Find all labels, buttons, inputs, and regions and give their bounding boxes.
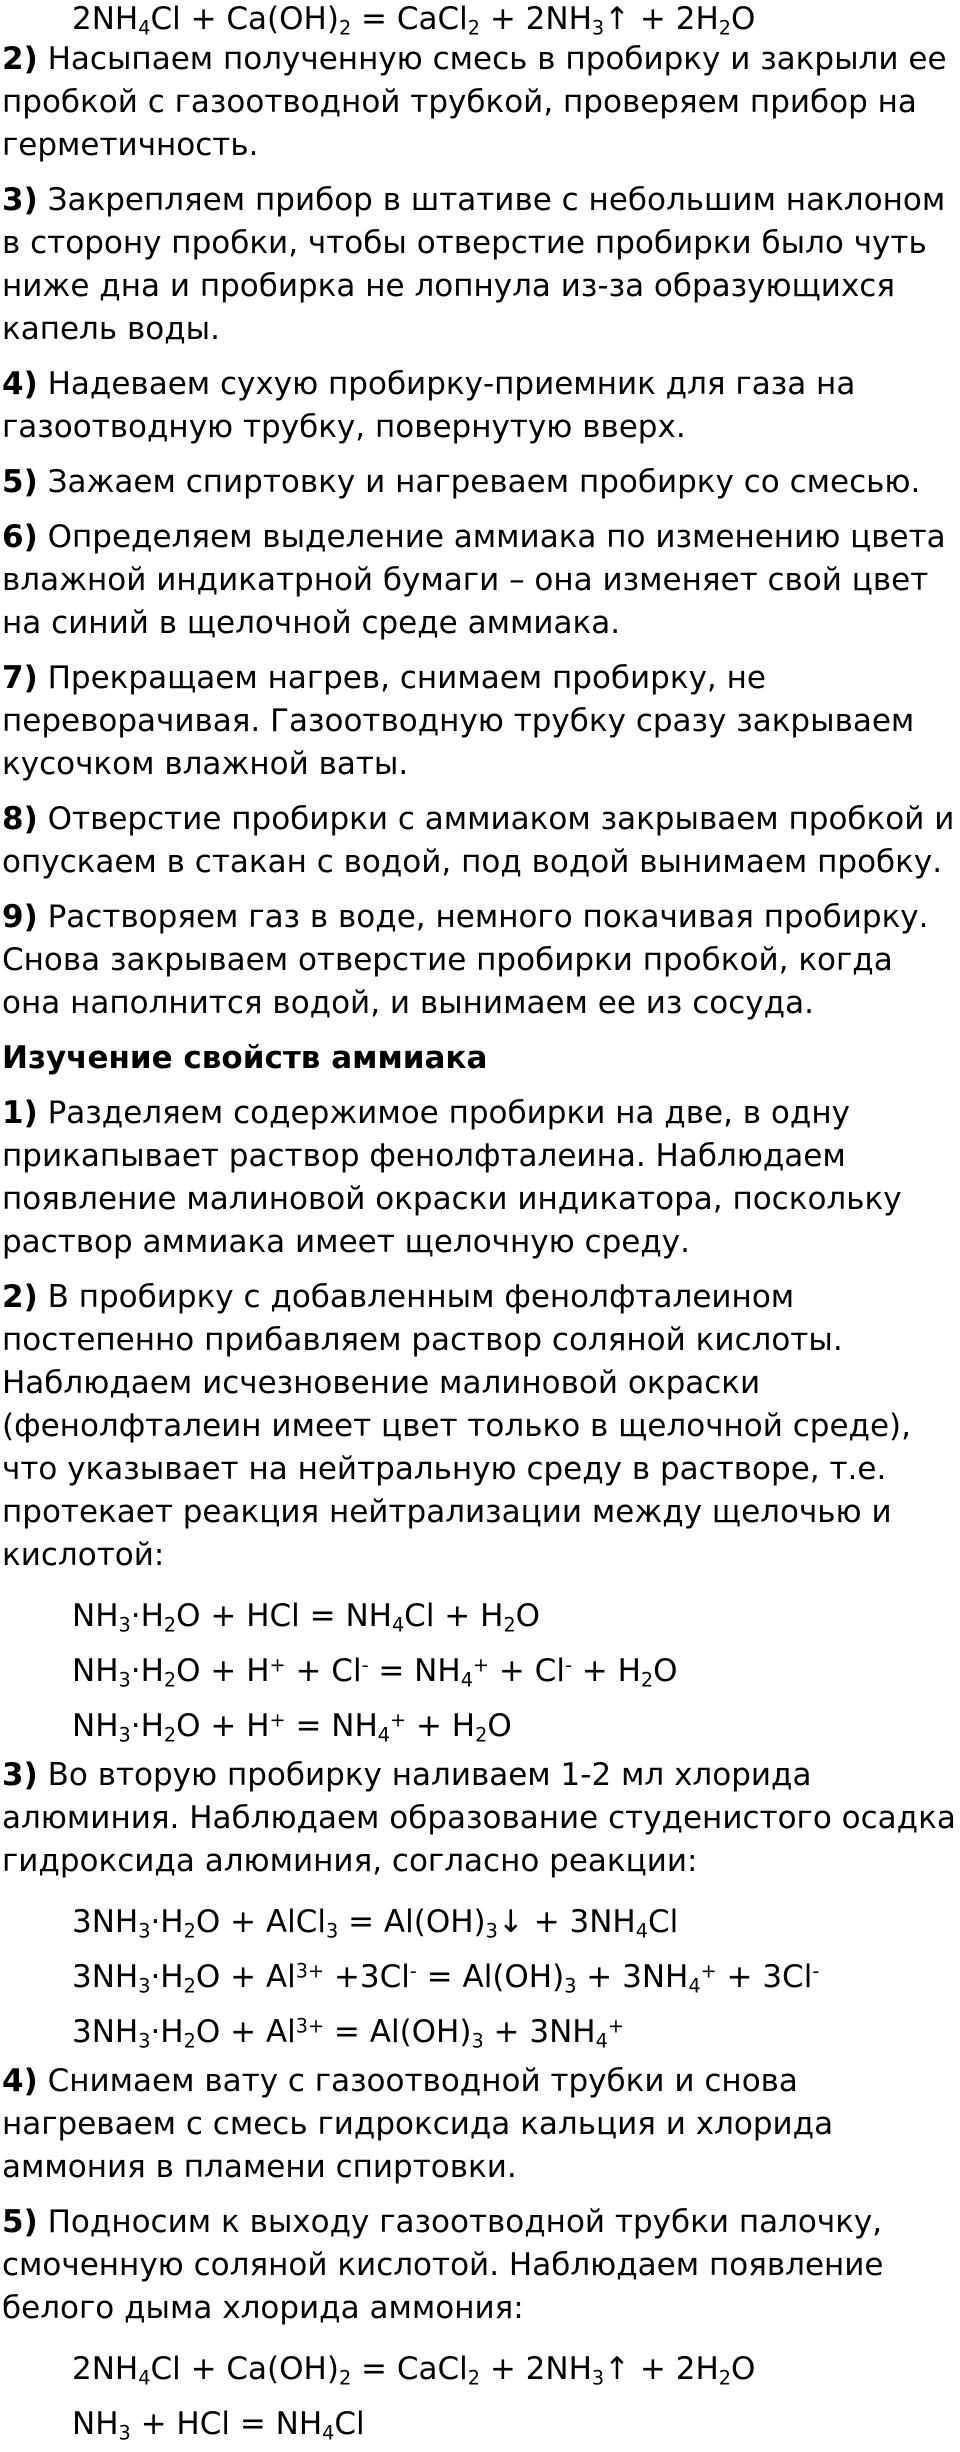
subscript: 2: [163, 1613, 177, 1637]
equation-text: O + Al: [195, 2014, 296, 2050]
step-text: Отверстие пробирки с аммиаком закрываем пробкой и опускаем в стакан с водой, под водой вынимаем пробку.: [2, 801, 955, 880]
obtaining-steps: [2, 38, 960, 1025]
superscript: -: [409, 1959, 417, 1983]
subscript: 4: [391, 1613, 405, 1637]
equation-text: = CaCl: [351, 1, 468, 37]
step-text: Закрепляем прибор в штативе с небольшим наклоном в сторону пробки, чтобы отверстие пробирки было чуть ниже дна и пробирка не лопнула из-за образующихся капель воды.: [2, 182, 946, 347]
subscript: 2: [163, 1723, 177, 1747]
subscript: 4: [688, 1974, 701, 1998]
subscript: 2: [718, 2366, 732, 2390]
step-number: 3): [2, 1757, 38, 1793]
superscript: -: [812, 1959, 820, 1983]
equation-text: ·H: [130, 1653, 164, 1689]
superscript: +: [269, 1653, 286, 1677]
equation-text: + 3NH: [576, 1959, 689, 1995]
subscript: 3: [118, 1668, 131, 1692]
step-paragraph: [2, 798, 960, 884]
step-number: 7): [2, 660, 38, 696]
subscript: 3: [138, 1974, 151, 1998]
equation-text: Cl + H: [404, 1598, 504, 1634]
subscript: 4: [138, 16, 151, 40]
equation-neutralization-short-ionic: [72, 1699, 960, 1754]
equation-aluminium-molecular: [72, 1895, 960, 1950]
equation-text: ·H: [130, 1708, 164, 1744]
step-text: Определяем выделение аммиака по изменению цвета влажной индикатрной бумаги – она изменяет свой цвет на синий в щелочной среде аммиака.: [2, 519, 946, 641]
equation-text: ·H: [150, 1904, 184, 1940]
equation-text: = Al(OH): [338, 1904, 486, 1940]
equation-text: +3Cl: [324, 1959, 410, 1995]
step-text: Прекращаем нагрев, снимаем пробирку, не переворачивая. Газоотводную трубку сразу закрываем кусочком влажной ваты.: [2, 660, 915, 782]
equation-text: + 3NH: [483, 2014, 596, 2050]
equation-text: + Cl: [489, 1653, 565, 1689]
equation-text: ↑ + 2H: [604, 1, 719, 37]
equation-block: [2, 2342, 960, 2452]
equation-text: O + H: [176, 1708, 270, 1744]
superscript: 3+: [295, 1959, 325, 1983]
superscript: +: [390, 1708, 407, 1732]
equation-text: + 3Cl: [716, 1959, 813, 1995]
step-text: Разделяем содержимое пробирки на две, в одну прикапывает раствор фенолфталеина. Наблюдаем появление малиновой окраски индикатора, поскольку раствор аммиака имеет щелочную среду.: [2, 1095, 902, 1260]
step-paragraph: [2, 896, 960, 1025]
subscript: 4: [322, 2421, 335, 2445]
property-paragraph: [2, 2060, 960, 2189]
equation-text: ·H: [150, 2014, 184, 2050]
equation-text: O: [515, 1598, 541, 1634]
equation-text: = Al(OH): [416, 1959, 565, 1995]
equation-text: + H: [571, 1653, 641, 1689]
equation-text: ·H: [150, 1959, 184, 1995]
equation-text: ·H: [130, 1598, 164, 1634]
property-paragraph: [2, 1754, 960, 1883]
equation-text: O: [653, 1653, 678, 1689]
subscript: 4: [595, 2029, 608, 2053]
superscript: -: [564, 1653, 572, 1677]
subscript: 4: [377, 1723, 391, 1747]
equation-text: O + AlCl: [195, 1904, 327, 1940]
step-number: 5): [2, 464, 38, 500]
step-text: Растворяем газ в воде, немного покачивая пробирку. Снова закрываем отверстие пробирки пробкой, когда она наполнится водой, и вынимаем ее из сосуда.: [2, 899, 929, 1021]
equation-text: Cl: [334, 2406, 365, 2442]
equation-text: 3NH: [72, 1904, 139, 1940]
equation-text: + 2NH: [479, 2351, 592, 2387]
equation-aluminium-short-ionic: [72, 2005, 960, 2060]
subscript: 3: [485, 1919, 498, 1943]
step-text: Снимаем вату с газоотводной трубки и снова нагреваем с смесь гидроксида кальция и хлорида аммония в пламени спиртовки.: [2, 2063, 834, 2185]
step-number: 4): [2, 2063, 38, 2099]
subscript: 3: [118, 2421, 131, 2445]
subscript: 3: [138, 1919, 151, 1943]
equation-ammonium-chloride: [72, 2397, 960, 2452]
subscript: 3: [118, 1613, 131, 1637]
step-number: 4): [2, 366, 38, 402]
subscript: 2: [183, 1974, 196, 1998]
superscript: +: [472, 1653, 489, 1677]
step-number: 2): [2, 41, 38, 77]
equation-text: = NH: [285, 1708, 378, 1744]
equation-text: O + HCl = NH: [176, 1598, 392, 1634]
equation-ammonia-production: [72, 2342, 960, 2397]
equation-text: = NH: [368, 1653, 461, 1689]
step-number: 5): [2, 2204, 38, 2240]
equation-text: O: [487, 1708, 512, 1744]
property-paragraph: [2, 1276, 960, 1577]
equation-aluminium-full-ionic: [72, 1950, 960, 2005]
equation-text: + 2NH: [479, 1, 592, 37]
step-paragraph: [2, 179, 960, 351]
equation-text: NH: [72, 1708, 119, 1744]
equation-text: 3NH: [72, 2014, 139, 2050]
subscript: 2: [338, 16, 352, 40]
subscript: 2: [503, 1613, 516, 1637]
property-paragraph: [2, 1092, 960, 1264]
top-equation: [72, 0, 960, 38]
equation-text: + H: [406, 1708, 476, 1744]
step-paragraph: [2, 516, 960, 645]
superscript: 3+: [295, 2014, 325, 2038]
step-number: 1): [2, 1095, 38, 1131]
subscript: 4: [460, 1668, 473, 1692]
equation-text: O + H: [176, 1653, 270, 1689]
subscript: 3: [591, 2366, 605, 2390]
property-paragraph: [2, 2201, 960, 2330]
step-number: 9): [2, 899, 38, 935]
subscript: 3: [591, 16, 605, 40]
equation-text: ↑ + 2H: [604, 2351, 719, 2387]
equation-text: O: [731, 1, 756, 37]
subscript: 2: [183, 2029, 196, 2053]
equation-text: Cl: [647, 1904, 679, 1940]
superscript: +: [607, 2014, 624, 2038]
equation-text: + Cl: [285, 1653, 362, 1689]
step-text: В пробирку с добавленным фенолфталеином постепенно прибавляем раствор соляной кислоты. Наблюдаем исчезновение малиновой окраски (фенолфталеин имеет цвет только в щелочной среде), что указывает на нейтральную среду в растворе, т.е. протекает реакция нейтрализации между щелочью и кислотой:: [2, 1279, 912, 1573]
equation-text: 3NH: [72, 1959, 139, 1995]
step-text: Насыпаем полученную смесь в пробирку и закрыли ее пробкой с газоотводной трубкой, проверяем прибор на герметичность.: [2, 41, 947, 163]
subscript: 4: [138, 2366, 151, 2390]
superscript: +: [269, 1708, 286, 1732]
equation-neutralization-molecular: [72, 1589, 960, 1644]
equation-text: 2NH: [72, 2351, 139, 2387]
equation-text: Cl + Ca(OH): [150, 2351, 339, 2387]
subscript: 2: [338, 2366, 352, 2390]
subscript: 3: [138, 2029, 151, 2053]
step-number: 8): [2, 801, 38, 837]
equation-text: NH: [72, 2406, 119, 2442]
equation-text: = Al(OH): [324, 2014, 472, 2050]
subscript: 2: [467, 2366, 480, 2390]
subscript: 2: [640, 1668, 654, 1692]
equation-block: [2, 1589, 960, 1754]
step-paragraph: [2, 38, 960, 167]
step-text: Подносим к выходу газоотводной трубки палочку, смоченную соляной кислотой. Наблюдаем появление белого дыма хлорида аммония:: [2, 2204, 884, 2326]
step-paragraph: [2, 363, 960, 449]
subscript: 3: [326, 1919, 339, 1943]
equation-text: 2NH: [72, 1, 139, 37]
step-paragraph: [2, 657, 960, 786]
step-number: 6): [2, 519, 38, 555]
subscript: 3: [564, 1974, 577, 1998]
subscript: 3: [471, 2029, 484, 2053]
equation-text: = CaCl: [351, 2351, 468, 2387]
equation-text: ↓ + 3NH: [497, 1904, 636, 1940]
step-number: 3): [2, 182, 38, 218]
subscript: 2: [475, 1723, 488, 1747]
step-text: Во вторую пробирку наливаем 1-2 мл хлорида алюминия. Наблюдаем образование студенистого осадка гидроксида алюминия, согласно реакции:: [2, 1757, 956, 1879]
equation-text: + HCl = NH: [130, 2406, 323, 2442]
section-heading: Изучение свойств аммиака: [2, 1040, 488, 1076]
step-paragraph: [2, 461, 960, 504]
subscript: 2: [183, 1919, 196, 1943]
equation-text: O + Al: [195, 1959, 296, 1995]
equation-block: [2, 1895, 960, 2060]
superscript: +: [700, 1959, 717, 1983]
properties-steps: [2, 1092, 960, 2452]
subscript: 2: [163, 1668, 177, 1692]
subscript: 2: [467, 16, 480, 40]
step-text: Зажаем спиртовку и нагреваем пробирку со смесью.: [47, 464, 921, 500]
equation-text: NH: [72, 1598, 119, 1634]
equation-neutralization-full-ionic: [72, 1644, 960, 1699]
subscript: 4: [635, 1919, 648, 1943]
subscript: 3: [118, 1723, 131, 1747]
equation-text: O: [731, 2351, 756, 2387]
step-text: Надеваем сухую пробирку-приемник для газа на газоотводную трубку, повернутую вверх.: [2, 366, 856, 445]
subscript: 2: [718, 16, 732, 40]
superscript: -: [361, 1653, 369, 1677]
equation-text: NH: [72, 1653, 119, 1689]
equation-text: Cl + Ca(OH): [150, 1, 339, 37]
step-number: 2): [2, 1279, 38, 1315]
